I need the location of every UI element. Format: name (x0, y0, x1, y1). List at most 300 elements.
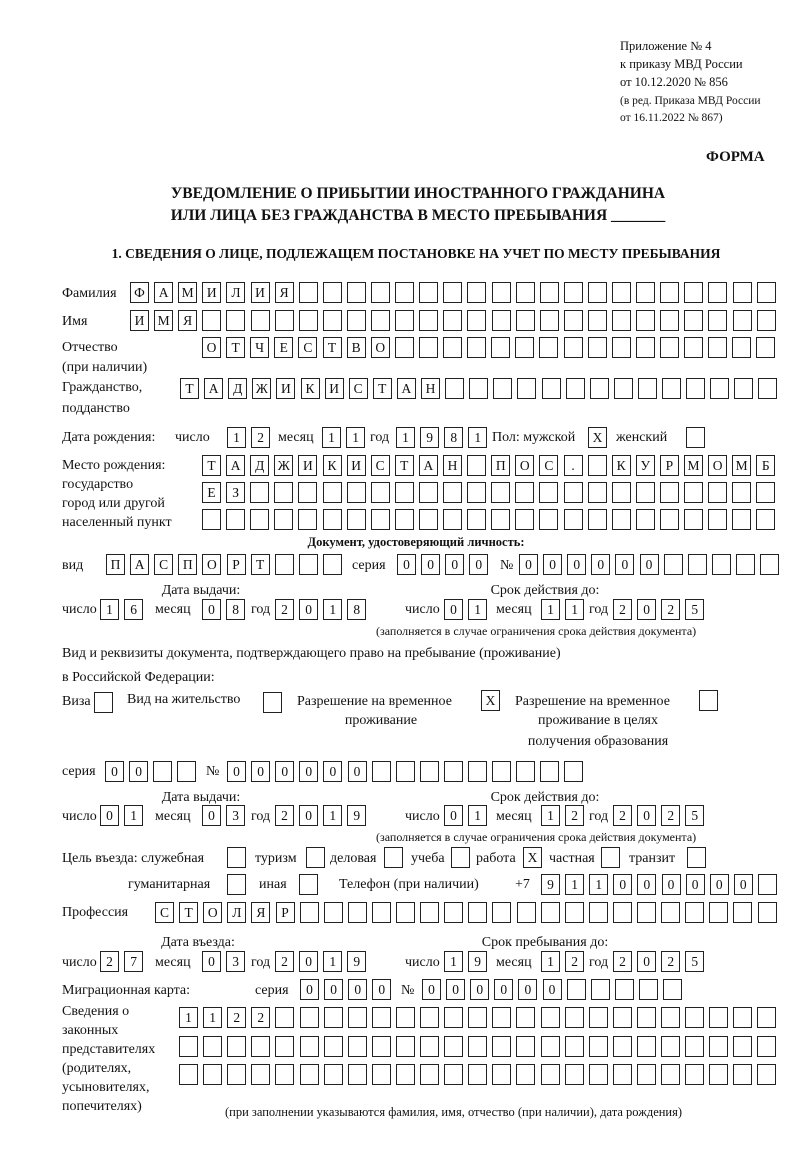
form-cell[interactable] (688, 554, 707, 575)
form-cell[interactable]: А (154, 282, 173, 303)
form-cell[interactable] (757, 310, 776, 331)
form-cell[interactable] (300, 902, 319, 923)
form-cell[interactable] (275, 310, 294, 331)
form-cell[interactable] (274, 482, 293, 503)
form-cell[interactable]: Т (179, 902, 198, 923)
form-cell[interactable] (299, 282, 318, 303)
form-cell[interactable] (661, 1007, 680, 1028)
form-cell[interactable] (298, 482, 317, 503)
form-cell[interactable]: X (481, 690, 500, 711)
form-cell[interactable] (492, 1036, 511, 1057)
form-cell[interactable] (636, 337, 655, 358)
form-cell[interactable] (516, 1007, 535, 1028)
form-cell[interactable]: 0 (324, 979, 343, 1000)
form-cell[interactable]: 0 (637, 874, 656, 895)
form-cell[interactable] (758, 874, 777, 895)
form-cell[interactable] (384, 847, 403, 868)
form-cell[interactable] (709, 1007, 728, 1028)
form-cell[interactable] (419, 509, 438, 530)
form-cell[interactable]: 2 (661, 805, 680, 826)
form-cell[interactable] (300, 1064, 319, 1085)
form-cell[interactable] (306, 847, 325, 868)
form-cell[interactable] (684, 509, 703, 530)
form-cell[interactable] (420, 1064, 439, 1085)
form-cell[interactable]: В (347, 337, 366, 358)
form-cell[interactable] (636, 482, 655, 503)
form-cell[interactable] (757, 1007, 776, 1028)
form-cell[interactable] (467, 310, 486, 331)
form-cell[interactable] (492, 761, 511, 782)
form-cell[interactable]: П (106, 554, 125, 575)
form-cell[interactable]: А (419, 455, 438, 476)
form-cell[interactable] (467, 337, 486, 358)
form-cell[interactable]: 9 (420, 427, 439, 448)
form-cell[interactable] (372, 902, 391, 923)
form-cell[interactable] (639, 979, 658, 1000)
form-cell[interactable] (323, 282, 342, 303)
form-cell[interactable]: Р (227, 554, 246, 575)
form-cell[interactable] (757, 1036, 776, 1057)
form-cell[interactable] (275, 1064, 294, 1085)
form-cell[interactable]: М (178, 282, 197, 303)
form-cell[interactable]: Т (323, 337, 342, 358)
form-cell[interactable]: Н (421, 378, 440, 399)
form-cell[interactable] (396, 902, 415, 923)
form-cell[interactable] (733, 902, 752, 923)
form-cell[interactable] (710, 378, 729, 399)
form-cell[interactable] (515, 337, 534, 358)
form-cell[interactable] (588, 282, 607, 303)
form-cell[interactable] (516, 1064, 535, 1085)
form-cell[interactable]: К (323, 455, 342, 476)
form-cell[interactable] (564, 310, 583, 331)
form-cell[interactable]: М (732, 455, 751, 476)
form-cell[interactable]: 9 (347, 951, 366, 972)
form-cell[interactable]: 0 (275, 761, 294, 782)
form-cell[interactable]: 0 (251, 761, 270, 782)
form-cell[interactable]: 1 (323, 951, 342, 972)
form-cell[interactable] (756, 482, 775, 503)
form-cell[interactable] (275, 1036, 294, 1057)
form-cell[interactable] (348, 1064, 367, 1085)
form-cell[interactable] (517, 378, 536, 399)
form-cell[interactable]: 2 (565, 951, 584, 972)
form-cell[interactable]: 0 (348, 979, 367, 1000)
form-cell[interactable] (371, 310, 390, 331)
form-cell[interactable] (684, 482, 703, 503)
form-cell[interactable] (226, 509, 245, 530)
form-cell[interactable] (661, 1036, 680, 1057)
form-cell[interactable] (540, 310, 559, 331)
form-cell[interactable] (564, 282, 583, 303)
form-cell[interactable]: 1 (541, 805, 560, 826)
form-cell[interactable]: Т (226, 337, 245, 358)
form-cell[interactable] (395, 482, 414, 503)
form-cell[interactable] (153, 761, 172, 782)
form-cell[interactable]: 2 (661, 599, 680, 620)
form-cell[interactable] (660, 337, 679, 358)
form-cell[interactable] (660, 282, 679, 303)
form-cell[interactable]: 2 (565, 805, 584, 826)
form-cell[interactable] (588, 455, 607, 476)
form-cell[interactable] (637, 1064, 656, 1085)
form-cell[interactable] (451, 847, 470, 868)
form-cell[interactable]: X (588, 427, 607, 448)
form-cell[interactable]: А (204, 378, 223, 399)
form-cell[interactable]: 2 (251, 1007, 270, 1028)
form-cell[interactable] (372, 1036, 391, 1057)
form-cell[interactable] (686, 378, 705, 399)
form-cell[interactable]: И (298, 455, 317, 476)
form-cell[interactable] (662, 378, 681, 399)
form-cell[interactable]: 0 (422, 979, 441, 1000)
form-cell[interactable]: Ч (250, 337, 269, 358)
form-cell[interactable]: 1 (100, 599, 119, 620)
form-cell[interactable] (539, 482, 558, 503)
form-cell[interactable] (708, 282, 727, 303)
form-cell[interactable]: 9 (541, 874, 560, 895)
form-cell[interactable] (443, 482, 462, 503)
form-cell[interactable] (636, 509, 655, 530)
form-cell[interactable] (492, 1064, 511, 1085)
form-cell[interactable] (733, 1007, 752, 1028)
form-cell[interactable] (420, 761, 439, 782)
form-cell[interactable]: 0 (397, 554, 416, 575)
form-cell[interactable]: 0 (227, 761, 246, 782)
form-cell[interactable]: Е (202, 482, 221, 503)
form-cell[interactable]: 2 (613, 805, 632, 826)
form-cell[interactable]: 9 (468, 951, 487, 972)
form-cell[interactable]: 0 (637, 951, 656, 972)
form-cell[interactable]: 0 (637, 805, 656, 826)
form-cell[interactable] (732, 509, 751, 530)
form-cell[interactable]: Л (227, 902, 246, 923)
form-cell[interactable] (590, 378, 609, 399)
form-cell[interactable]: 0 (519, 554, 538, 575)
form-cell[interactable] (299, 554, 318, 575)
form-cell[interactable]: 0 (299, 761, 318, 782)
form-cell[interactable] (758, 378, 777, 399)
form-cell[interactable]: 6 (124, 599, 143, 620)
form-cell[interactable] (540, 282, 559, 303)
form-cell[interactable]: 0 (202, 805, 221, 826)
form-cell[interactable] (708, 310, 727, 331)
form-cell[interactable] (395, 282, 414, 303)
form-cell[interactable]: 2 (100, 951, 119, 972)
form-cell[interactable]: 1 (565, 874, 584, 895)
form-cell[interactable] (420, 902, 439, 923)
form-cell[interactable] (347, 509, 366, 530)
form-cell[interactable]: Я (275, 282, 294, 303)
form-cell[interactable]: 0 (202, 951, 221, 972)
form-cell[interactable]: 0 (299, 599, 318, 620)
form-cell[interactable] (613, 902, 632, 923)
form-cell[interactable] (660, 310, 679, 331)
form-cell[interactable] (591, 979, 610, 1000)
form-cell[interactable] (758, 902, 777, 923)
form-cell[interactable] (468, 902, 487, 923)
form-cell[interactable]: Л (226, 282, 245, 303)
form-cell[interactable] (467, 282, 486, 303)
form-cell[interactable] (419, 310, 438, 331)
form-cell[interactable]: 5 (685, 951, 704, 972)
form-cell[interactable] (736, 554, 755, 575)
form-cell[interactable] (371, 282, 390, 303)
form-cell[interactable]: 0 (470, 979, 489, 1000)
form-cell[interactable] (685, 1036, 704, 1057)
form-cell[interactable] (636, 310, 655, 331)
form-cell[interactable] (347, 310, 366, 331)
form-cell[interactable] (202, 509, 221, 530)
form-cell[interactable] (324, 1064, 343, 1085)
form-cell[interactable]: Т (202, 455, 221, 476)
form-cell[interactable] (756, 509, 775, 530)
form-cell[interactable]: 0 (543, 979, 562, 1000)
form-cell[interactable]: И (202, 282, 221, 303)
form-cell[interactable] (468, 1036, 487, 1057)
form-cell[interactable] (637, 902, 656, 923)
form-cell[interactable] (445, 378, 464, 399)
form-cell[interactable] (542, 378, 561, 399)
form-cell[interactable]: 0 (299, 951, 318, 972)
form-cell[interactable]: 0 (444, 599, 463, 620)
form-cell[interactable] (179, 1036, 198, 1057)
form-cell[interactable]: О (202, 554, 221, 575)
form-cell[interactable] (299, 310, 318, 331)
form-cell[interactable]: К (612, 455, 631, 476)
form-cell[interactable]: К (301, 378, 320, 399)
form-cell[interactable]: Ж (274, 455, 293, 476)
form-cell[interactable] (226, 310, 245, 331)
form-cell[interactable]: 2 (251, 427, 270, 448)
form-cell[interactable] (250, 482, 269, 503)
form-cell[interactable]: 2 (275, 805, 294, 826)
form-cell[interactable] (94, 692, 113, 713)
form-cell[interactable]: 0 (710, 874, 729, 895)
form-cell[interactable] (760, 554, 779, 575)
form-cell[interactable]: Ж (252, 378, 271, 399)
form-cell[interactable] (708, 482, 727, 503)
form-cell[interactable]: Я (178, 310, 197, 331)
form-cell[interactable] (443, 509, 462, 530)
form-cell[interactable] (565, 1036, 584, 1057)
form-cell[interactable]: 0 (543, 554, 562, 575)
form-cell[interactable] (708, 337, 727, 358)
form-cell[interactable] (685, 1064, 704, 1085)
form-cell[interactable] (539, 509, 558, 530)
form-cell[interactable] (733, 1064, 752, 1085)
form-cell[interactable]: 0 (662, 874, 681, 895)
form-cell[interactable] (275, 554, 294, 575)
form-cell[interactable] (565, 902, 584, 923)
form-cell[interactable]: С (539, 455, 558, 476)
form-cell[interactable] (251, 1064, 270, 1085)
form-cell[interactable] (323, 482, 342, 503)
form-cell[interactable] (396, 761, 415, 782)
form-cell[interactable] (468, 761, 487, 782)
form-cell[interactable] (734, 378, 753, 399)
form-cell[interactable] (612, 337, 631, 358)
form-cell[interactable] (251, 310, 270, 331)
form-cell[interactable] (324, 1036, 343, 1057)
form-cell[interactable] (637, 1007, 656, 1028)
form-cell[interactable] (601, 847, 620, 868)
form-cell[interactable] (443, 337, 462, 358)
form-cell[interactable] (732, 482, 751, 503)
form-cell[interactable] (565, 1064, 584, 1085)
form-cell[interactable] (179, 1064, 198, 1085)
form-cell[interactable]: 1 (179, 1007, 198, 1028)
form-cell[interactable]: 8 (347, 599, 366, 620)
form-cell[interactable] (567, 979, 586, 1000)
form-cell[interactable]: О (203, 902, 222, 923)
form-cell[interactable] (685, 1007, 704, 1028)
form-cell[interactable] (709, 1064, 728, 1085)
form-cell[interactable]: П (491, 455, 510, 476)
form-cell[interactable]: 1 (227, 427, 246, 448)
form-cell[interactable]: 1 (444, 951, 463, 972)
form-cell[interactable] (589, 902, 608, 923)
form-cell[interactable] (395, 310, 414, 331)
form-cell[interactable] (517, 902, 536, 923)
form-cell[interactable]: Ф (130, 282, 149, 303)
form-cell[interactable] (396, 1064, 415, 1085)
form-cell[interactable]: 1 (468, 599, 487, 620)
form-cell[interactable] (614, 378, 633, 399)
form-cell[interactable] (467, 509, 486, 530)
form-cell[interactable]: 1 (396, 427, 415, 448)
form-cell[interactable] (372, 1064, 391, 1085)
form-cell[interactable] (420, 1007, 439, 1028)
form-cell[interactable] (636, 282, 655, 303)
form-cell[interactable]: 0 (567, 554, 586, 575)
form-cell[interactable] (757, 1064, 776, 1085)
form-cell[interactable]: И (130, 310, 149, 331)
form-cell[interactable]: 0 (129, 761, 148, 782)
form-cell[interactable]: И (347, 455, 366, 476)
form-cell[interactable] (203, 1064, 222, 1085)
form-cell[interactable]: О (708, 455, 727, 476)
form-cell[interactable]: 5 (685, 805, 704, 826)
form-cell[interactable] (589, 1036, 608, 1057)
form-cell[interactable]: 0 (348, 761, 367, 782)
form-cell[interactable] (638, 378, 657, 399)
form-cell[interactable] (227, 1064, 246, 1085)
form-cell[interactable]: 0 (202, 599, 221, 620)
form-cell[interactable]: У (636, 455, 655, 476)
form-cell[interactable]: П (178, 554, 197, 575)
form-cell[interactable] (203, 1036, 222, 1057)
form-cell[interactable] (444, 1007, 463, 1028)
form-cell[interactable]: 1 (468, 805, 487, 826)
form-cell[interactable] (615, 979, 634, 1000)
form-cell[interactable] (275, 1007, 294, 1028)
form-cell[interactable] (712, 554, 731, 575)
form-cell[interactable] (516, 310, 535, 331)
form-cell[interactable]: 1 (323, 599, 342, 620)
form-cell[interactable]: 0 (446, 979, 465, 1000)
form-cell[interactable] (684, 310, 703, 331)
form-cell[interactable] (468, 1007, 487, 1028)
form-cell[interactable] (324, 902, 343, 923)
form-cell[interactable] (371, 509, 390, 530)
form-cell[interactable]: М (154, 310, 173, 331)
form-cell[interactable] (756, 337, 775, 358)
form-cell[interactable]: 0 (299, 805, 318, 826)
form-cell[interactable] (348, 1036, 367, 1057)
form-cell[interactable] (733, 282, 752, 303)
form-cell[interactable]: З (226, 482, 245, 503)
form-cell[interactable] (541, 1064, 560, 1085)
form-cell[interactable] (324, 1007, 343, 1028)
form-cell[interactable]: 0 (444, 805, 463, 826)
form-cell[interactable] (177, 761, 196, 782)
form-cell[interactable] (589, 1064, 608, 1085)
form-cell[interactable] (467, 482, 486, 503)
form-cell[interactable] (469, 378, 488, 399)
form-cell[interactable]: 0 (734, 874, 753, 895)
form-cell[interactable] (251, 1036, 270, 1057)
form-cell[interactable]: А (226, 455, 245, 476)
form-cell[interactable]: С (155, 902, 174, 923)
form-cell[interactable] (491, 509, 510, 530)
form-cell[interactable]: 0 (613, 874, 632, 895)
form-cell[interactable] (588, 482, 607, 503)
form-cell[interactable] (660, 482, 679, 503)
form-cell[interactable] (443, 282, 462, 303)
form-cell[interactable]: И (276, 378, 295, 399)
form-cell[interactable] (227, 1036, 246, 1057)
form-cell[interactable]: 2 (613, 599, 632, 620)
form-cell[interactable] (227, 874, 246, 895)
form-cell[interactable]: 0 (100, 805, 119, 826)
form-cell[interactable] (564, 761, 583, 782)
form-cell[interactable]: 1 (565, 599, 584, 620)
form-cell[interactable] (612, 482, 631, 503)
form-cell[interactable]: С (298, 337, 317, 358)
form-cell[interactable]: 1 (346, 427, 365, 448)
form-cell[interactable]: С (371, 455, 390, 476)
form-cell[interactable]: 1 (322, 427, 341, 448)
form-cell[interactable]: 2 (613, 951, 632, 972)
form-cell[interactable]: Р (276, 902, 295, 923)
form-cell[interactable] (661, 902, 680, 923)
form-cell[interactable] (419, 282, 438, 303)
form-cell[interactable] (757, 282, 776, 303)
form-cell[interactable]: Т (395, 455, 414, 476)
form-cell[interactable] (467, 455, 486, 476)
form-cell[interactable]: Д (228, 378, 247, 399)
form-cell[interactable] (492, 1007, 511, 1028)
form-cell[interactable]: 1 (541, 951, 560, 972)
form-cell[interactable]: 3 (226, 951, 245, 972)
form-cell[interactable] (444, 1036, 463, 1057)
form-cell[interactable]: С (349, 378, 368, 399)
form-cell[interactable]: 1 (589, 874, 608, 895)
form-cell[interactable] (347, 282, 366, 303)
form-cell[interactable]: 0 (445, 554, 464, 575)
form-cell[interactable]: 2 (661, 951, 680, 972)
form-cell[interactable] (516, 1036, 535, 1057)
form-cell[interactable]: 8 (444, 427, 463, 448)
form-cell[interactable] (687, 847, 706, 868)
form-cell[interactable]: 0 (469, 554, 488, 575)
form-cell[interactable]: А (130, 554, 149, 575)
form-cell[interactable] (541, 902, 560, 923)
form-cell[interactable] (733, 310, 752, 331)
form-cell[interactable] (613, 1064, 632, 1085)
form-cell[interactable] (396, 1007, 415, 1028)
